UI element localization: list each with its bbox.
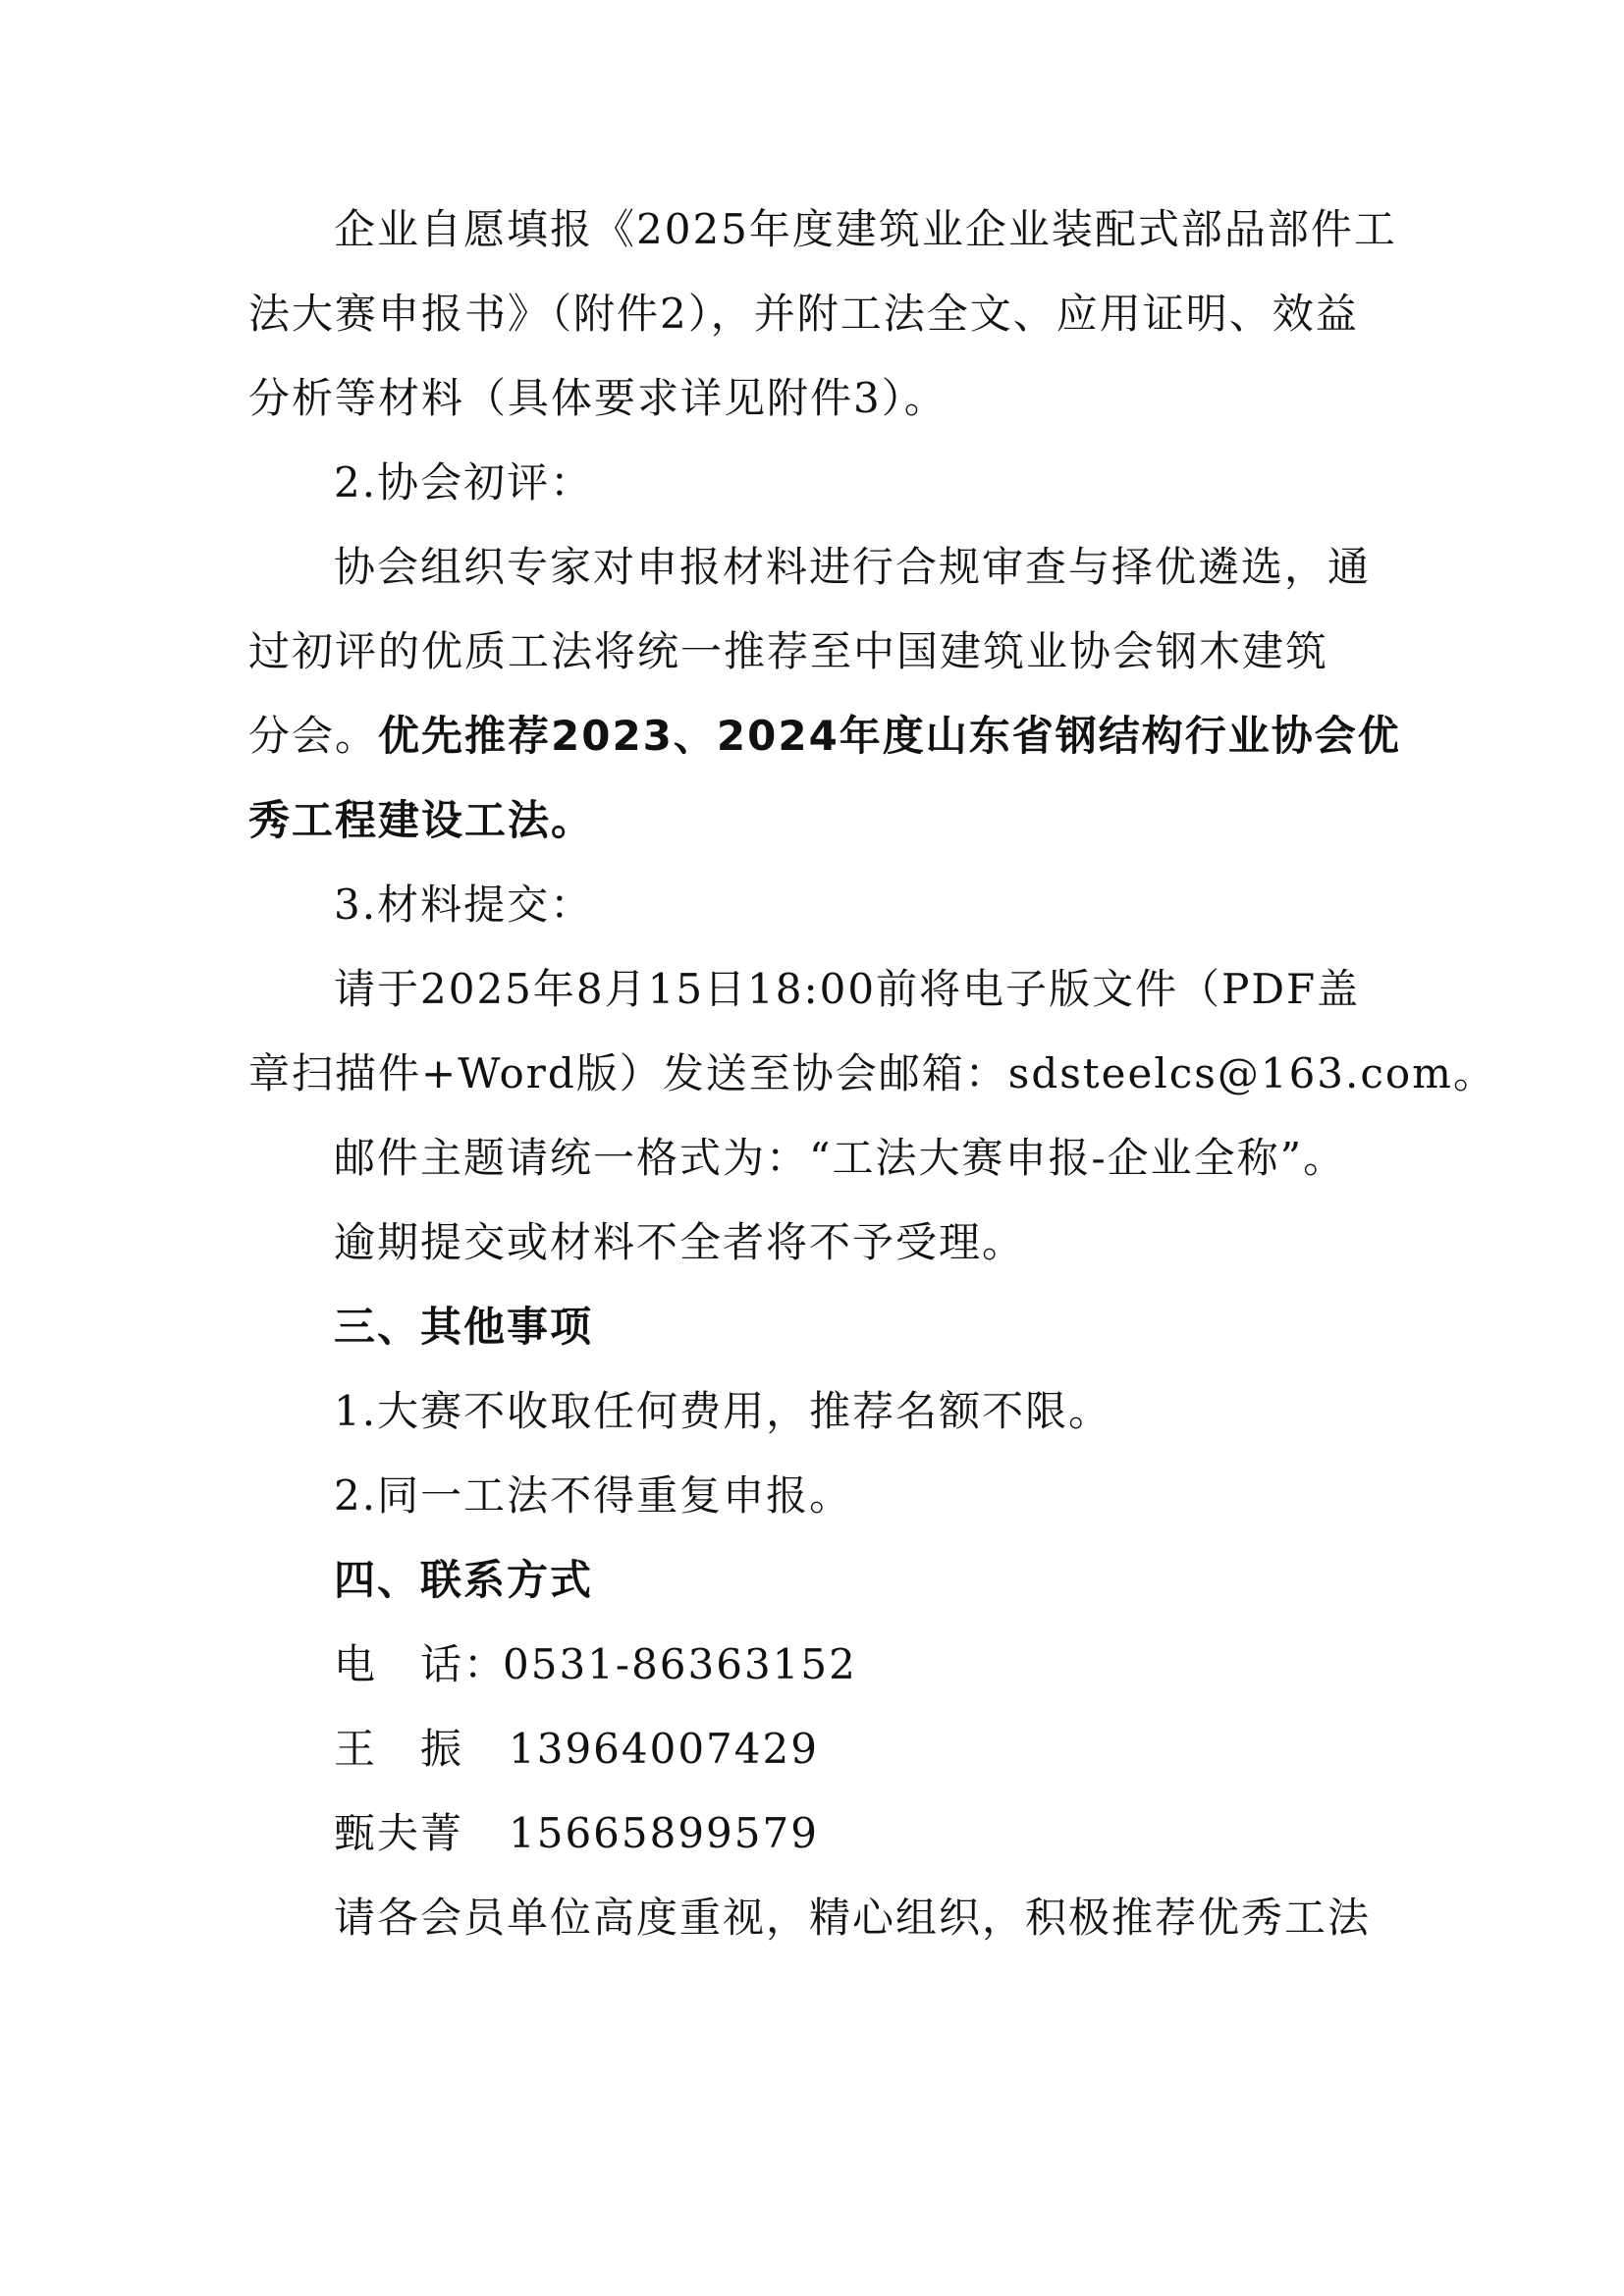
emphasis-text: 优先推荐2023、2024年度山东省钢结构行业协会优 bbox=[378, 712, 1401, 760]
phone-value: 0531-86363152 bbox=[503, 1640, 857, 1688]
paragraph-line: 法大赛申报书》（附件2），并附工法全文、应用证明、效益 bbox=[248, 290, 1359, 338]
emphasis-line: 秀工程建设工法。 bbox=[248, 796, 595, 844]
contact-phone-row bbox=[334, 1633, 1387, 1696]
section-heading-contact: 四、联系方式 bbox=[334, 1556, 594, 1604]
contact-name: 甄夫菁 bbox=[334, 1809, 464, 1857]
paragraph-line: 企业自愿填报《2025年度建筑业企业装配式部品部件工 bbox=[334, 205, 1397, 253]
section-heading-other-matters: 三、其他事项 bbox=[334, 1303, 594, 1351]
contact-person-row bbox=[334, 1802, 1387, 1865]
list-item: 2.同一工法不得重复申报。 bbox=[334, 1471, 853, 1520]
paragraph-line: 邮件主题请统一格式为：“工法大赛申报-企业全称”。 bbox=[334, 1134, 1347, 1182]
list-item: 1.大赛不收取任何费用，推荐名额不限。 bbox=[334, 1387, 1112, 1435]
paragraph-line: 请各会员单位高度重视，精心组织，积极推荐优秀工法 bbox=[334, 1894, 1372, 1942]
paragraph-line: 协会组织专家对申报材料进行合规审查与择优遴选，通 bbox=[334, 543, 1372, 591]
subheading-material-submission: 3.材料提交： bbox=[334, 881, 594, 929]
subheading-preliminary-review: 2.协会初评： bbox=[334, 458, 594, 507]
phone-label: 电 话： bbox=[334, 1640, 508, 1688]
paragraph-line-mixed bbox=[248, 705, 1401, 768]
contact-phone: 15665899579 bbox=[509, 1809, 819, 1857]
contact-phone: 13964007429 bbox=[509, 1725, 819, 1773]
paragraph-line: 请于2025年8月15日18:00前将电子版文件（PDF盖 bbox=[334, 965, 1361, 1013]
paragraph-line: 过初评的优质工法将统一推荐至中国建筑业协会钢木建筑 bbox=[248, 627, 1329, 675]
contact-name: 王 振 bbox=[334, 1725, 464, 1773]
paragraph-text: 分会。 bbox=[248, 712, 379, 760]
paragraph-line: 逾期提交或材料不全者将不予受理。 bbox=[334, 1218, 1026, 1266]
contact-person-row bbox=[334, 1718, 1387, 1781]
paragraph-line-email: 章扫描件+Word版）发送至协会邮箱：sdsteelcs@163.com。 bbox=[248, 1049, 1497, 1097]
paragraph-line: 分析等材料（具体要求详见附件3）。 bbox=[248, 374, 947, 422]
